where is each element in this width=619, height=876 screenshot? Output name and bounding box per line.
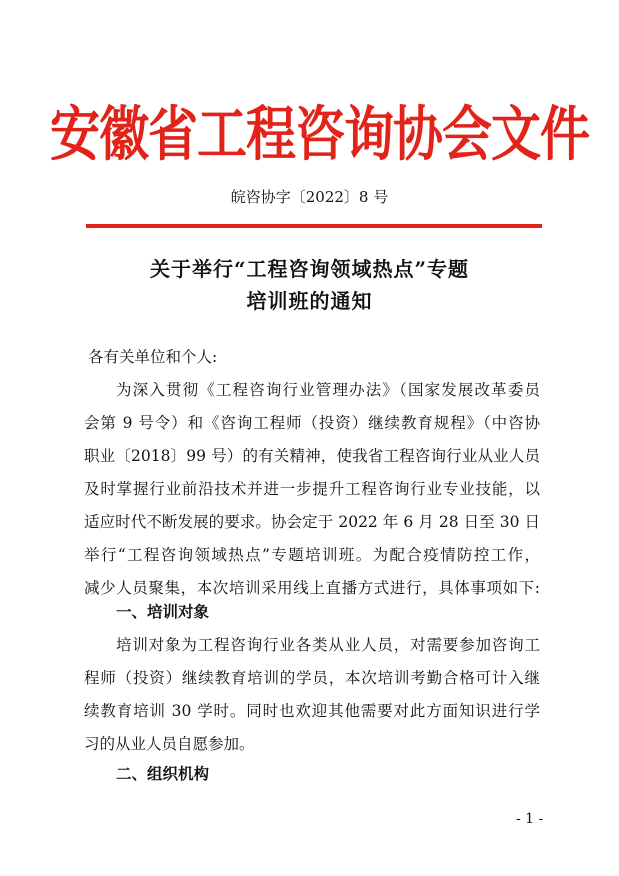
page-number: - 1 - <box>516 811 544 827</box>
paragraph-line: 续教育培训 30 学时。同时也欢迎其他需要对此方面知识进行学 <box>84 702 540 720</box>
paragraph-line: 职业〔2018〕99 号）的有关精神，使我省工程咨询行业从业人员 <box>84 447 540 465</box>
paragraph-line: 培训对象为工程咨询行业各类从业人员，对需要参加咨询工 <box>116 636 540 654</box>
paragraph-line: 举行“工程咨询领域热点”专题培训班。为配合疫情防控工作， <box>84 546 540 564</box>
section-heading-2: 二、组织机构 <box>116 765 210 783</box>
paragraph-line: 程师（投资）继续教育培训的学员，本次培训考勤合格可计入继 <box>84 669 540 687</box>
section-heading-1: 一、培训对象 <box>116 603 210 621</box>
paragraph-line: 习的从业人员自愿参加。 <box>84 735 255 753</box>
paragraph-line: 减少人员聚集，本次培训采用线上直播方式进行，具体事项如下: <box>84 579 540 597</box>
greeting: 各有关单位和个人: <box>88 348 218 366</box>
paragraph-line: 适应时代不断发展的要求。协会定于 2022 年 6 月 28 日至 30 日 <box>84 513 540 531</box>
title-line-1: 关于举行“工程咨询领域热点”专题 <box>149 257 469 281</box>
title-line-2: 培训班的通知 <box>246 289 373 313</box>
red-divider <box>86 224 542 228</box>
paragraph-line: 为深入贯彻《工程咨询行业管理办法》（国家发展改革委员 <box>116 381 540 399</box>
paragraph-line: 及时掌握行业前沿技术并进一步提升工程咨询行业专业技能，以 <box>84 480 540 498</box>
masthead: 安徽省工程咨询协会文件 <box>50 99 589 169</box>
document-number: 皖咨协字〔2022〕8 号 <box>230 188 389 206</box>
paragraph-line: 会第 9 号令）和《咨询工程师（投资）继续教育规程》（中咨协 <box>84 414 540 432</box>
